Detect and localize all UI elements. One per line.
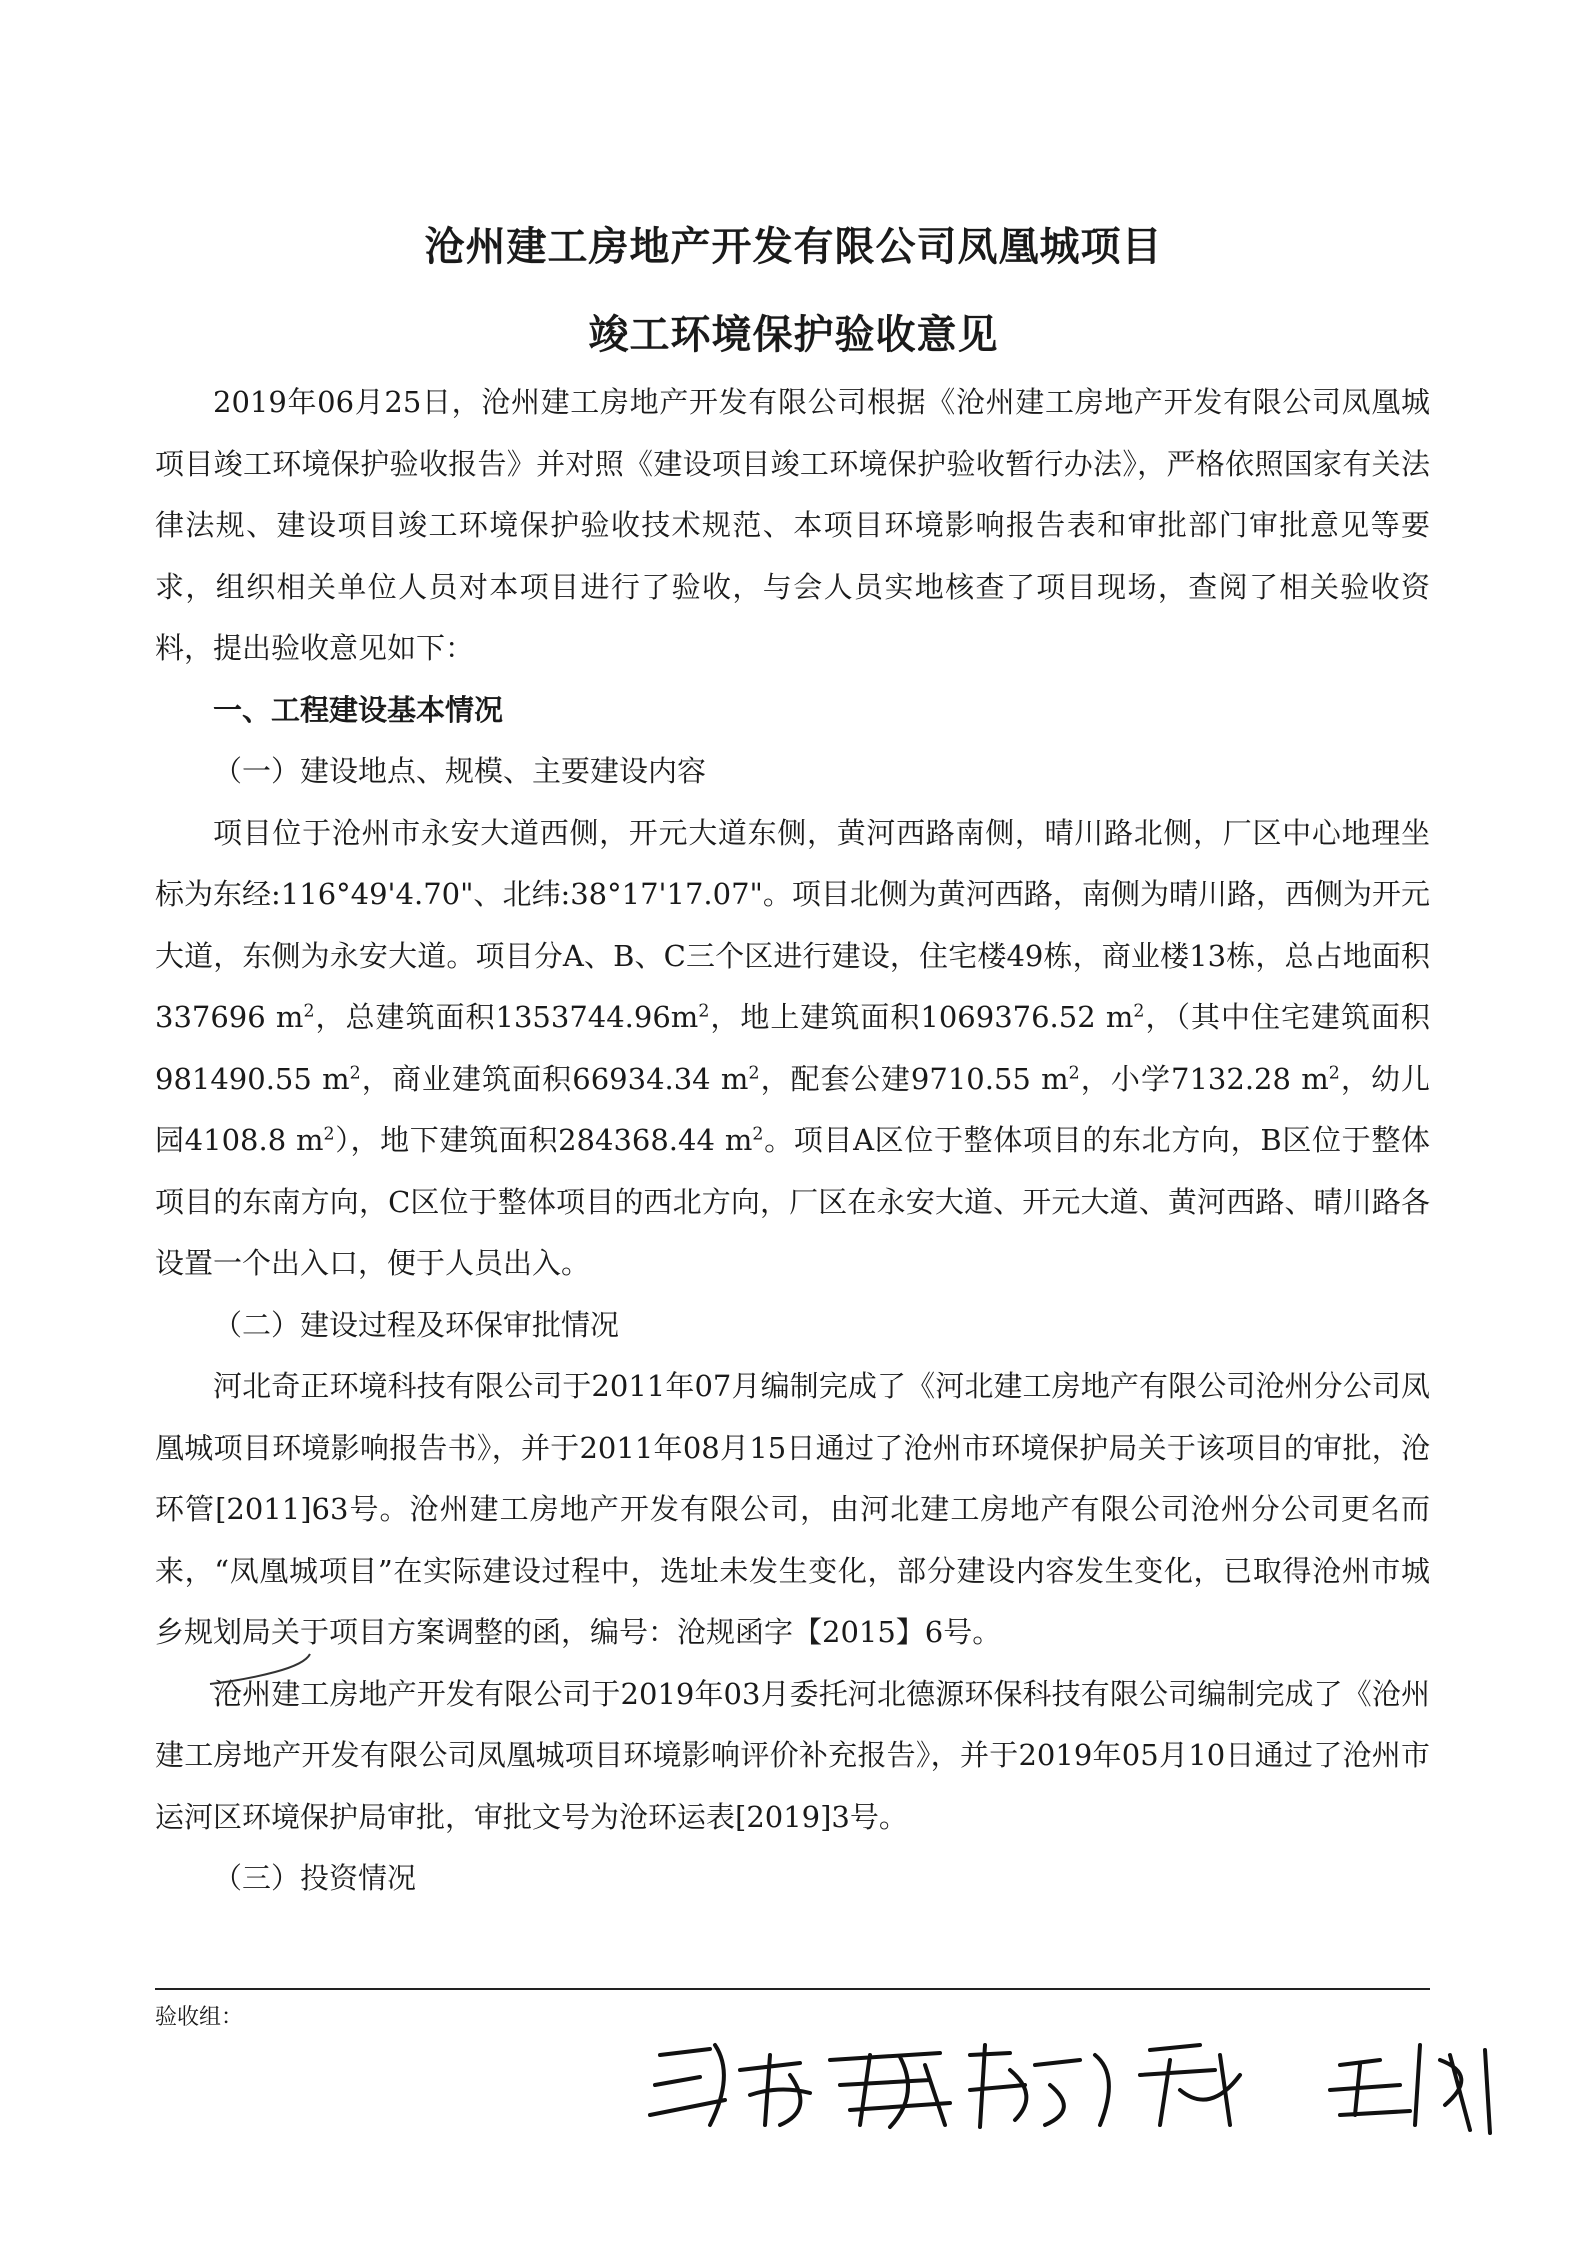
pen-stroke-mark (205, 1650, 315, 1690)
text-span: ），地下建筑面积284368.44 m (334, 1123, 753, 1157)
superscript: 2 (1133, 1001, 1145, 1022)
text-span: ，小学7132.28 m (1079, 1061, 1329, 1096)
superscript: 2 (698, 1001, 710, 1022)
superscript: 2 (1328, 1062, 1340, 1083)
text-span: 项目位于沧州市永安大道西侧，开元大道东侧，黄河西路南侧，晴川路北侧，厂区中心地理坐标为东经:116°49'4.70"、北纬:38°17'17.07"。项目北侧为黄河西路，南侧为晴川路，西侧为开元大道，东侧为永安大道。项目分A、B、C三个区进行建设，住宅楼49栋，商业楼13栋，总占地面积337696 m (155, 815, 1430, 1034)
text-span: ，配套公建9710.55 m (759, 1061, 1069, 1096)
superscript: 2 (349, 1062, 361, 1083)
superscript: 2 (323, 1124, 335, 1145)
document-body (155, 372, 1430, 1910)
subsection3-heading: （三）投资情况 (213, 1861, 417, 1895)
document-title-line1: 沧州建工房地产开发有限公司凤凰城项目 (424, 223, 1163, 270)
subsection2-paragraph1: 河北奇正环境科技有限公司于2011年07月编制完成了《河北建工房地产有限公司沧州分公司凤凰城项目环境影响报告书》，并于2011年08月15日通过了沧州市环境保护局关于该项目的审批，沧环管[2011]63号。沧州建工房地产开发有限公司，由河北建工房地产有限公司沧州分公司更名而来，“凤凰城项目”在实际建设过程中，选址未发生变化，部分建设内容发生变化，已取得沧州市城乡规划局关于项目方案调整的函，编号：沧规函字【2015】6号。 (155, 1369, 1430, 1649)
subsection1-heading: （一）建设地点、规模、主要建设内容 (213, 754, 707, 788)
superscript: 2 (1068, 1062, 1080, 1083)
text-span: ，（其中住宅建筑面积981490.55 m (155, 1000, 1431, 1096)
subsection1-paragraph (155, 803, 1430, 1295)
text-span: ，商业建筑面积66934.34 m (360, 1061, 749, 1096)
handwritten-signatures (640, 2015, 1520, 2135)
subsection2-paragraph2: 沧州建工房地产开发有限公司于2019年03月委托河北德源环保科技有限公司编制完成了《沧州建工房地产开发有限公司凤凰城项目环境影响评价补充报告》，并于2019年05月10日通过了沧州市运河区环境保护局审批，审批文号为沧环运表[2019]3号。 (155, 1676, 1430, 1834)
text-span: ，幼儿园4108.8 m (155, 1061, 1431, 1157)
document-title-line2: 竣工环境保护验收意见 (588, 311, 999, 358)
section1-heading: 一、工程建设基本情况 (213, 692, 504, 727)
text-span: ，总建筑面积1353744.96m (314, 1000, 699, 1034)
intro-paragraph: 2019年06月25日，沧州建工房地产开发有限公司根据《沧州建工房地产开发有限公司凤凰城项目竣工环境保护验收报告》并对照《建设项目竣工环境保护验收暂行办法》，严格依照国家有关法律法规、建设项目竣工环境保护验收技术规范、本项目环境影响报告表和审批部门审批意见等要求，组织相关单位人员对本项目进行了验收，与会人员实地核查了项目现场，查阅了相关验收资料，提出验收意见如下： (155, 385, 1430, 665)
superscript: 2 (303, 1001, 315, 1022)
footer-divider (155, 1988, 1430, 1990)
superscript: 2 (752, 1124, 764, 1145)
superscript: 2 (748, 1062, 760, 1083)
text-span: 。项目A区位于整体项目的东北方向，B区位于整体项目的东南方向，C区位于整体项目的西北方向，厂区在永安大道、开元大道、黄河西路、晴川路各设置一个出入口，便于人员出入。 (155, 1123, 1430, 1280)
subsection2-heading: （二）建设过程及环保审批情况 (213, 1307, 620, 1342)
signature-scribbles (640, 2015, 1520, 2135)
text-span: ，地上建筑面积1069376.52 m (709, 1000, 1134, 1034)
acceptance-group-label: 验收组： (155, 2005, 244, 2030)
